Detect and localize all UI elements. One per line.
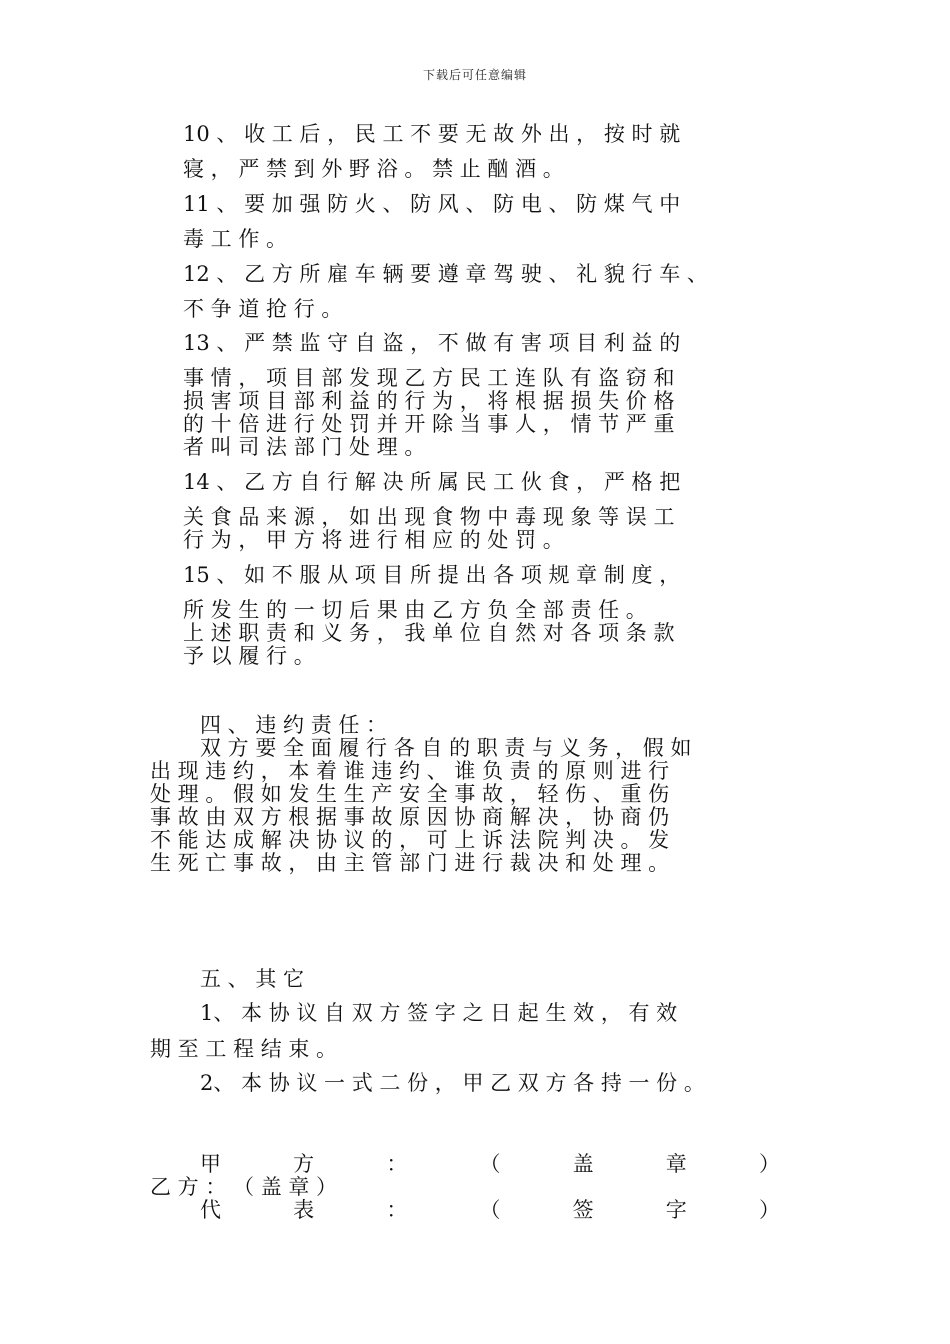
party-a-char-2: 方 <box>293 1152 315 1176</box>
party-a-signature-row <box>200 1152 780 1176</box>
item-14-line-2: 关 食 品 来 源 ， 如 出 现 食 物 中 毒 现 象 等 误 工 <box>183 505 675 529</box>
item-10-line-2: 寝 ， 严 禁 到 外 野 浴 。 禁 止 酗 酒 。 <box>183 157 564 181</box>
section-5-item-1-line-1: 1、 本 协 议 自 双 方 签 字 之 日 起 生 效 ， 有 效 <box>200 1001 678 1025</box>
item-13-line-4: 的 十 倍 进 行 处 罚 并 开 除 当 事 人 ， 情 节 严 重 <box>183 412 675 436</box>
party-a-seal-char-1: 盖 <box>572 1152 594 1176</box>
representative-sign-char-1: 签 <box>572 1198 594 1222</box>
section-4-line-3: 处 理 。 假 如 发 生 生 产 安 全 事 故 ， 轻 伤 、 重 伤 <box>150 782 670 806</box>
section-4-title: 四 、 违 约 责 任 ： <box>200 713 388 737</box>
section-5-item-1-line-2: 期 至 工 程 结 束 。 <box>150 1037 338 1061</box>
item-11-line-1: 11 、 要 加 强 防 火 、 防 风 、 防 电 、 防 煤 气 中 <box>183 192 681 216</box>
section-4-line-6: 生 死 亡 事 故 ， 由 主 管 部 门 进 行 裁 决 和 处 理 。 <box>150 851 670 875</box>
party-b-signature-line: 乙 方 ： （ 盖 章 ） <box>150 1175 338 1199</box>
representative-open-paren: （ <box>479 1198 501 1222</box>
party-a-char-1: 甲 <box>200 1152 221 1176</box>
section-4-line-2: 出 现 违 约 ， 本 着 谁 违 约 、 谁 负 责 的 原 则 进 行 <box>150 759 670 783</box>
section-5-item-2: 2、 本 协 议 一 式 二 份 ， 甲 乙 双 方 各 持 一 份 。 <box>200 1071 705 1095</box>
item-13-line-3: 损 害 项 目 部 利 益 的 行 为 ， 将 根 据 损 失 价 格 <box>183 389 675 413</box>
item-15-line-3: 上 述 职 责 和 义 务 ， 我 单 位 自 然 对 各 项 条 款 <box>183 621 675 645</box>
section-4-line-5: 不 能 达 成 解 决 协 议 的 ， 可 上 诉 法 院 判 决 。 发 <box>150 828 670 852</box>
item-15-line-1: 15 、 如 不 服 从 项 目 所 提 出 各 项 规 章 制 度 ， <box>183 563 681 587</box>
representative-signature-row <box>200 1198 780 1222</box>
section-4-line-1: 双 方 要 全 面 履 行 各 自 的 职 责 与 义 务 ， 假 如 <box>200 736 692 760</box>
representative-sign-char-2: 字 <box>665 1198 687 1222</box>
section-5-title: 五 、 其 它 <box>200 967 305 991</box>
header-note: 下载后可任意编辑 <box>422 68 527 82</box>
section-4-line-4: 事 故 由 双 方 根 据 事 故 原 因 协 商 解 决 ， 协 商 仍 <box>150 805 670 829</box>
party-a-colon: ： <box>386 1152 408 1176</box>
item-15-line-4: 予 以 履 行 。 <box>183 644 315 668</box>
item-12-line-1: 12 、 乙 方 所 雇 车 辆 要 遵 章 驾 驶 、 礼 貌 行 车 、 <box>183 262 708 286</box>
item-14-line-1: 14 、 乙 方 自 行 解 决 所 属 民 工 伙 食 ， 严 格 把 <box>183 470 681 494</box>
item-10-line-1: 10 、 收 工 后 ， 民 工 不 要 无 故 外 出 ， 按 时 就 <box>183 122 681 146</box>
item-14-line-3: 行 为 ， 甲 方 将 进 行 相 应 的 处 罚 。 <box>183 528 564 552</box>
representative-close-paren: ） <box>758 1198 780 1222</box>
item-13-line-1: 13 、 严 禁 监 守 自 盗 ， 不 做 有 害 项 目 利 益 的 <box>183 331 681 355</box>
representative-char-1: 代 <box>200 1198 221 1222</box>
item-15-line-2: 所 发 生 的 一 切 后 果 由 乙 方 负 全 部 责 任 。 <box>183 598 647 622</box>
item-12-line-2: 不 争 道 抢 行 。 <box>183 297 343 321</box>
item-13-line-2: 事 情 ， 项 目 部 发 现 乙 方 民 工 连 队 有 盗 窃 和 <box>183 366 675 390</box>
party-a-open-paren: （ <box>479 1152 501 1176</box>
item-13-line-5: 者 叫 司 法 部 门 处 理 。 <box>183 435 426 459</box>
party-a-close-paren: ） <box>758 1152 780 1176</box>
item-11-line-2: 毒 工 作 。 <box>183 227 288 251</box>
representative-colon: ： <box>386 1198 408 1222</box>
representative-char-2: 表 <box>293 1198 315 1222</box>
party-a-seal-char-2: 章 <box>665 1152 687 1176</box>
